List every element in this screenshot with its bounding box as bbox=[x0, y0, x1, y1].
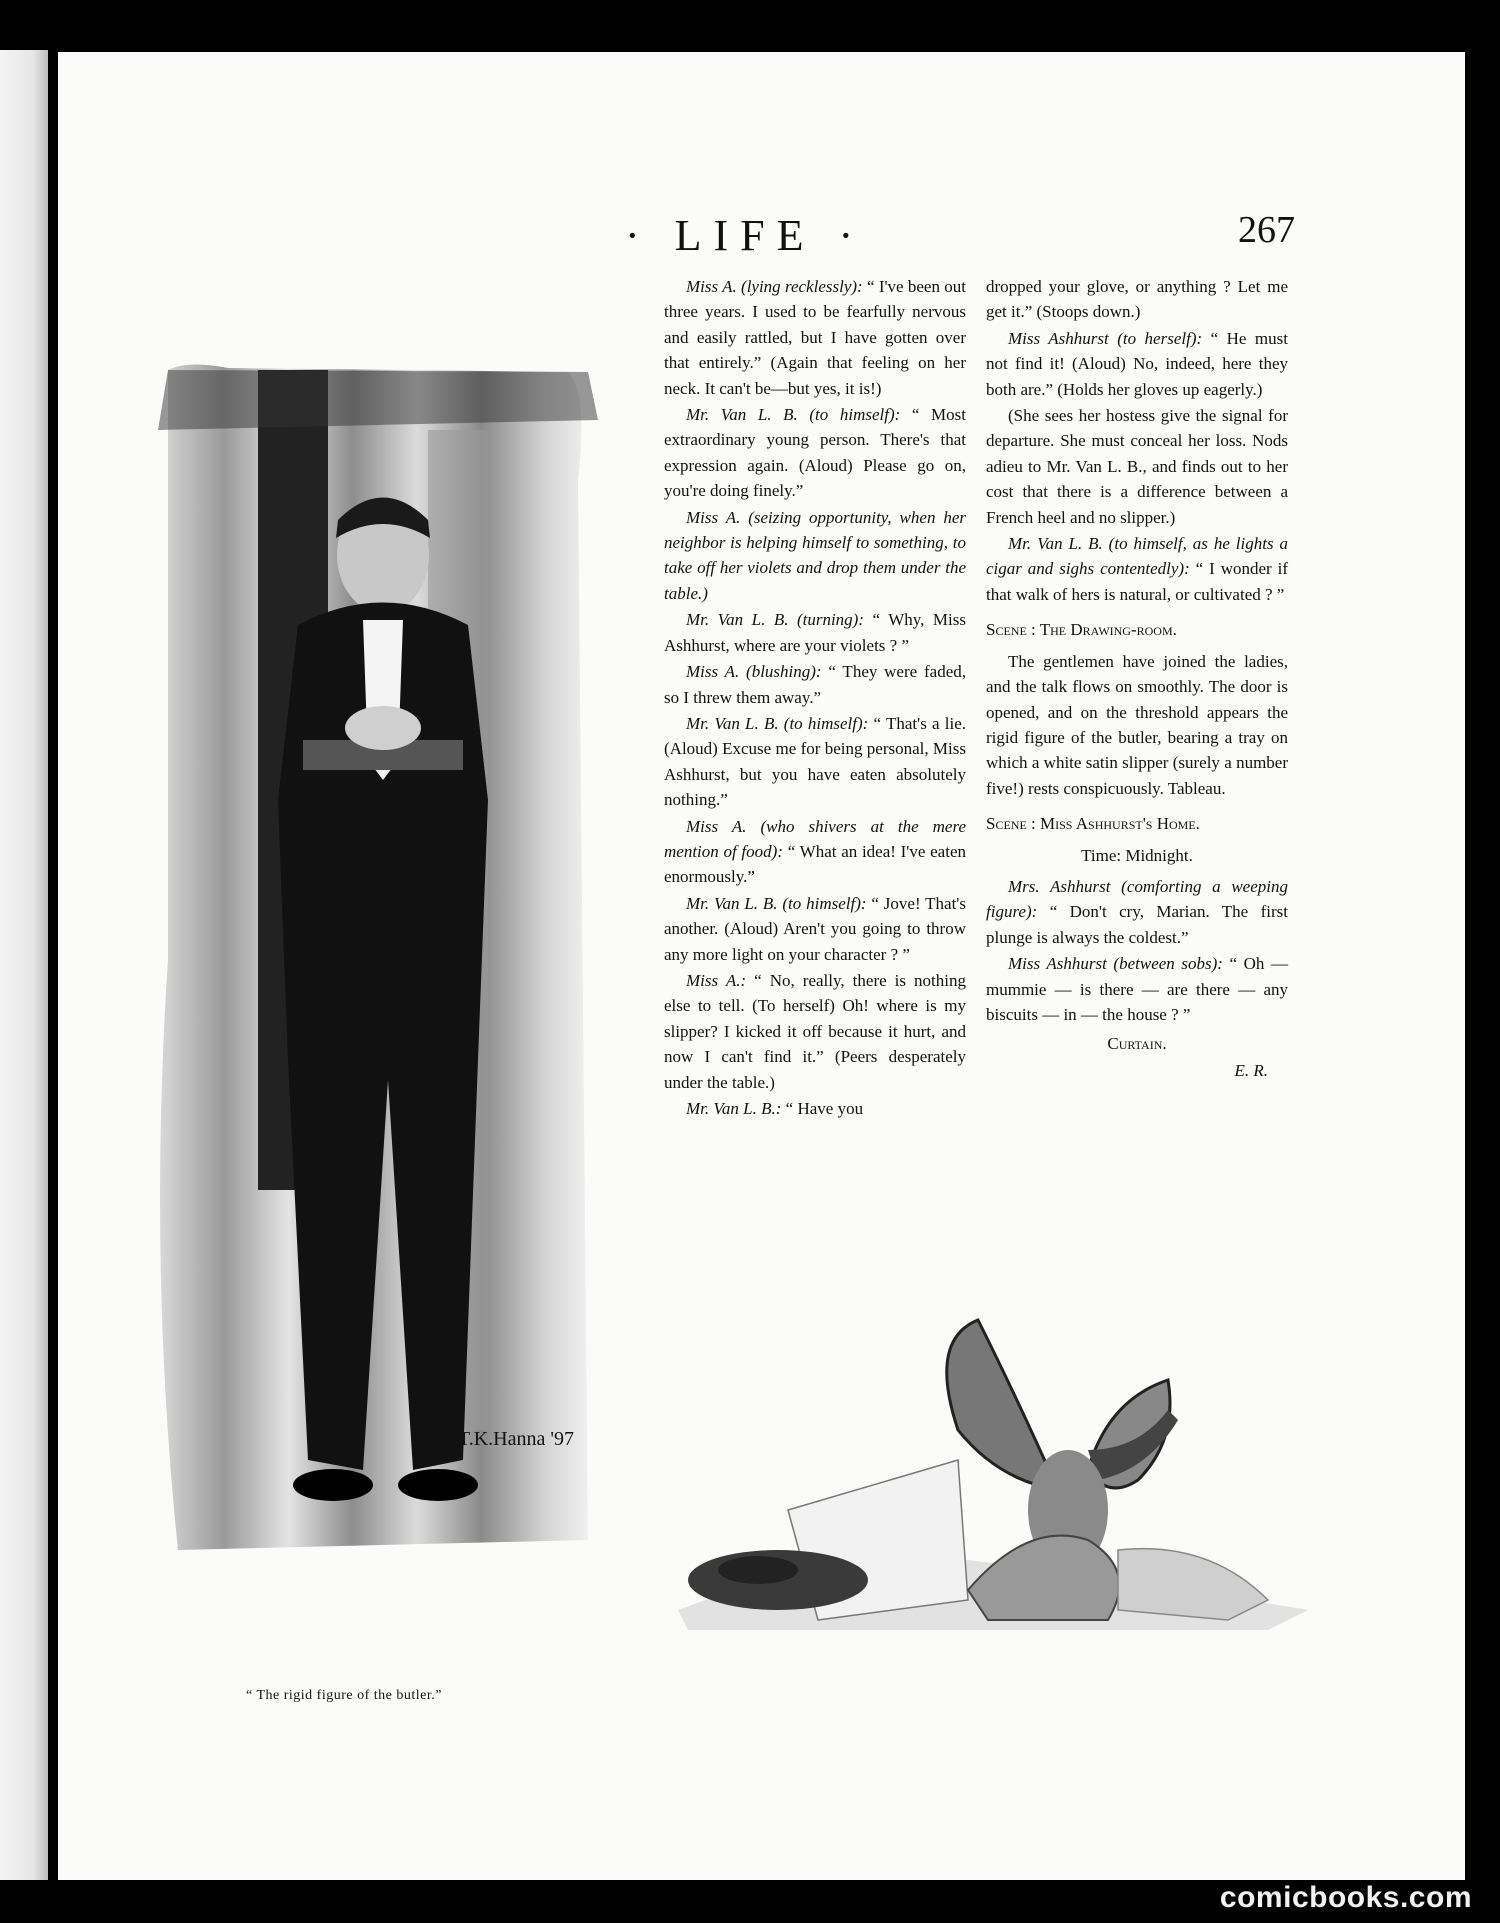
paragraph bbox=[664, 968, 966, 1095]
paragraph bbox=[986, 531, 1288, 607]
paragraph bbox=[664, 814, 966, 890]
scene-heading: Scene : The Drawing-room. bbox=[986, 620, 1177, 640]
time-line: Time: Midnight. bbox=[1081, 845, 1193, 865]
paragraph bbox=[664, 505, 966, 607]
text-column-left bbox=[664, 274, 966, 1122]
speaker: Mrs. Ashhurst (comforting a weeping figure): bbox=[986, 876, 1288, 922]
paragraph bbox=[664, 402, 966, 504]
dialogue: “ He must not find it! (Aloud) No, indeed, here they both are.” (Holds her gloves up eagerly.) bbox=[986, 328, 1288, 399]
masthead-title: · LIFE · bbox=[625, 211, 866, 260]
paragraph bbox=[664, 607, 966, 658]
dialogue: “ I've been out three years. I used to be fearfully nervous and easily rattled, but I have gotten over that entirely.” (Again that feeling on her neck. It can't be—but yes, it is!) bbox=[664, 277, 966, 398]
dialogue: “ I wonder if that walk of hers is natural, or cultivated ? ” bbox=[986, 559, 1289, 604]
paragraph bbox=[664, 711, 966, 813]
paragraph bbox=[986, 326, 1288, 402]
paragraph bbox=[664, 274, 966, 401]
dialogue: “ Oh — mummie — is there — are there — any biscuits — in — the house ? ” bbox=[986, 954, 1288, 1024]
fairy-slipper-vignette bbox=[668, 1310, 1318, 1640]
dialogue: “ No, really, there is nothing else to tell. (To herself) Oh! where is my slipper? I kicked it off because it hurt, and now I can't find it.” (Peers desperately under the table.) bbox=[664, 970, 966, 1092]
scene-heading: Scene : Miss Ashhurst's Home. bbox=[986, 814, 1200, 834]
dialogue: “ That's a lie. (Aloud) Excuse me for being personal, Miss Ashhurst, but you have eaten absolutely nothing.” bbox=[664, 713, 967, 810]
speaker: Mr. Van L. B. (to himself, as he lights a cigar and sighs contentedly): bbox=[986, 534, 1288, 579]
paragraph: The gentlemen have joined the ladies, and the talk flows on smoothly. The door is opened, and on the threshold appears the rigid figure of the butler, bearing a tray on which a white satin slipper (surely a number five!) rests conspicuously. Tableau. bbox=[986, 651, 1288, 798]
stage-direction: (She sees her hostess give the signal for departure. She must conceal her loss. Nods adieu to Mr. Van L. B., and finds out to her cost that there is a difference between a French heel and no slipper.) bbox=[986, 406, 1288, 527]
speaker: Miss Ashhurst (between sobs): bbox=[1008, 954, 1223, 974]
speaker: Miss A. (lying recklessly): bbox=[686, 277, 863, 296]
speaker: Mr. Van L. B. (to himself): bbox=[686, 713, 869, 733]
dialogue: “ They were faded, so I threw them away.” bbox=[664, 662, 966, 707]
text-column-right bbox=[986, 274, 1288, 1084]
butler-illustration bbox=[148, 360, 618, 1590]
paragraph bbox=[664, 659, 966, 710]
facing-page-edge bbox=[0, 50, 48, 1880]
paragraph bbox=[664, 891, 966, 967]
dialogue: “ Most extraordinary young person. There's that expression again. (Aloud) Please go on, you're doing finely.” bbox=[664, 405, 967, 501]
dialogue: “ Why, Miss Ashhurst, where are your violets ? ” bbox=[664, 610, 967, 655]
paragraph bbox=[986, 951, 1288, 1027]
dialogue: “ Have you bbox=[781, 1099, 864, 1118]
stage-direction: Miss A. (seizing opportunity, when her neighbor is helping himself to something, to take off her violets and drop them under the table.) bbox=[664, 507, 966, 603]
dialogue: “ What an idea! I've eaten enormously.” bbox=[664, 841, 966, 887]
paragraph bbox=[986, 874, 1288, 950]
speaker: Mr. Van L. B. (to himself): bbox=[686, 893, 867, 913]
speaker: Miss A. (blushing): bbox=[686, 662, 822, 682]
page-number: 267 bbox=[1238, 209, 1295, 251]
curtain-line: Curtain. bbox=[1107, 1034, 1167, 1054]
illustration-caption: “ The rigid figure of the butler.” bbox=[246, 1688, 442, 1703]
paragraph bbox=[664, 1096, 966, 1121]
dialogue: “ Jove! That's another. (Aloud) Aren't you going to throw any more light on your character ? ” bbox=[664, 893, 966, 964]
paragraph: dropped your glove, or anything ? Let me get it.” (Stoops down.) bbox=[986, 277, 1288, 322]
watermark-text: comicbooks.com bbox=[1219, 1881, 1472, 1914]
speaker: Mr. Van L. B.: bbox=[686, 1099, 782, 1118]
author-initials: E. R. bbox=[1234, 1060, 1268, 1080]
artist-signature: T.K.Hanna '97 bbox=[458, 1428, 574, 1450]
speaker: Mr. Van L. B. (to himself): bbox=[686, 405, 901, 425]
speaker: Miss Ashhurst (to herself): bbox=[1008, 328, 1203, 348]
speaker: Miss A. (who shivers at the mere mention of food): bbox=[664, 816, 966, 861]
speaker: Miss A.: bbox=[686, 970, 747, 990]
speaker: Mr. Van L. B. (turning): bbox=[686, 610, 865, 630]
dialogue: “ Don't cry, Marian. The first plunge is always the coldest.” bbox=[986, 902, 1288, 947]
